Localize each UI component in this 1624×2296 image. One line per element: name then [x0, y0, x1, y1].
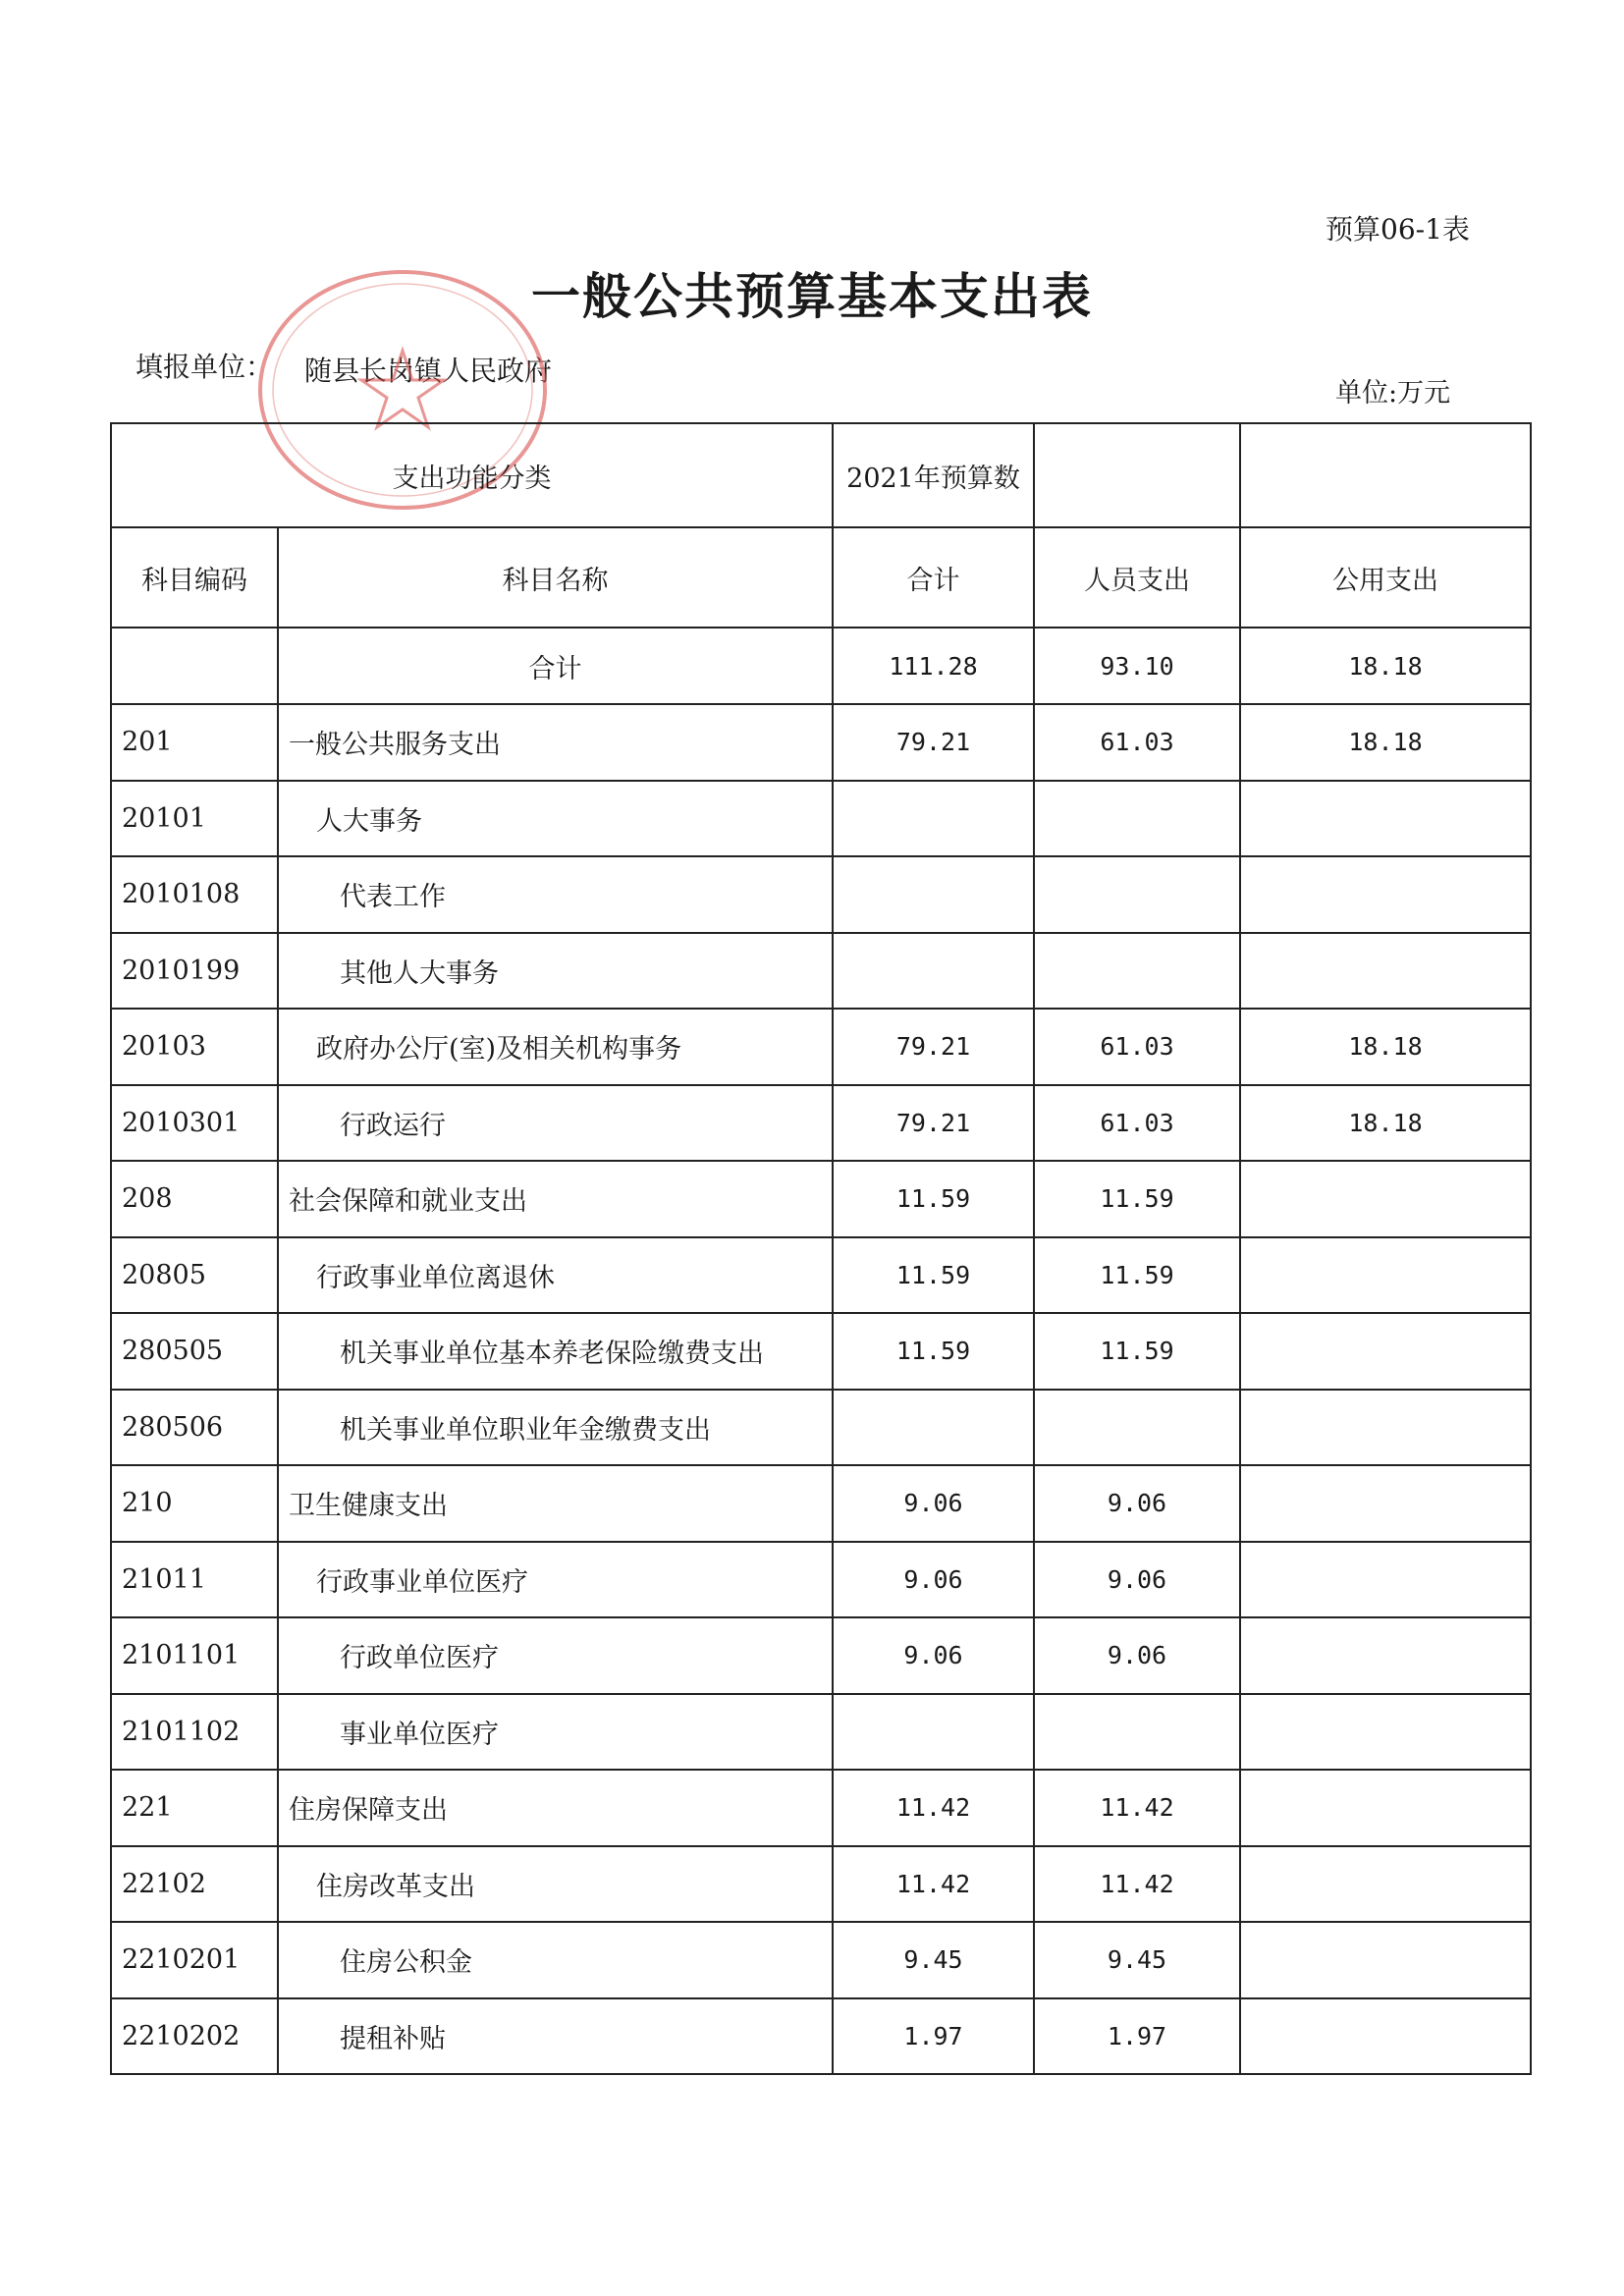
code-cell: 20805	[111, 1237, 278, 1314]
public-cell: 18.18	[1240, 1085, 1531, 1162]
code-cell: 208	[111, 1161, 278, 1237]
total-cell	[833, 933, 1034, 1010]
total-cell: 79.21	[833, 704, 1034, 781]
public-cell	[1240, 1237, 1531, 1314]
name-cell: 政府办公厅(室)及相关机构事务	[278, 1009, 833, 1085]
org-name: 随县长岗镇人民政府	[304, 355, 553, 387]
public-cell	[1240, 1465, 1531, 1542]
empty-header-cell	[1034, 423, 1240, 527]
name-cell: 行政事业单位医疗	[278, 1542, 833, 1618]
code-cell: 20101	[111, 781, 278, 857]
name-cell: 社会保障和就业支出	[278, 1161, 833, 1237]
code-cell: 2010301	[111, 1085, 278, 1162]
table-row	[111, 704, 1531, 781]
total-cell: 79.21	[833, 1009, 1034, 1085]
name-cell: 一般公共服务支出	[278, 704, 833, 781]
total-cell: 9.06	[833, 1465, 1034, 1542]
public-cell	[1240, 1390, 1531, 1466]
name-cell: 代表工作	[278, 856, 833, 933]
table-row	[111, 1617, 1531, 1694]
personnel-cell: 61.03	[1034, 1009, 1240, 1085]
personnel-cell: 9.06	[1034, 1542, 1240, 1618]
public-cell	[1240, 933, 1531, 1010]
code-cell: 21011	[111, 1542, 278, 1618]
personnel-cell	[1034, 933, 1240, 1010]
public-cell	[1240, 1617, 1531, 1694]
total-cell: 9.45	[833, 1922, 1034, 1998]
name-cell: 住房保障支出	[278, 1770, 833, 1846]
table-row	[111, 1922, 1531, 1998]
table-row	[111, 1694, 1531, 1771]
total-code-cell	[111, 628, 278, 704]
public-cell	[1240, 1846, 1531, 1923]
col-personnel-header: 人员支出	[1034, 527, 1240, 628]
table-row	[111, 1542, 1531, 1618]
total-cell	[833, 1694, 1034, 1771]
personnel-cell	[1034, 1694, 1240, 1771]
personnel-cell	[1034, 781, 1240, 857]
table-row	[111, 1465, 1531, 1542]
table-row	[111, 1846, 1531, 1923]
budget-table	[110, 422, 1532, 2075]
name-cell: 其他人大事务	[278, 933, 833, 1010]
code-cell: 2101102	[111, 1694, 278, 1771]
code-cell: 201	[111, 704, 278, 781]
code-cell: 210	[111, 1465, 278, 1542]
total-cell: 9.06	[833, 1542, 1034, 1618]
public-cell	[1240, 1313, 1531, 1390]
name-cell: 人大事务	[278, 781, 833, 857]
public-cell	[1240, 1770, 1531, 1846]
name-cell: 提租补贴	[278, 1998, 833, 2075]
total-cell	[833, 1390, 1034, 1466]
col-name-header: 科目名称	[278, 527, 833, 628]
personnel-cell: 11.59	[1034, 1161, 1240, 1237]
year-budget-header: 2021年预算数	[833, 423, 1034, 527]
total-cell: 11.42	[833, 1846, 1034, 1923]
personnel-cell: 11.59	[1034, 1313, 1240, 1390]
total-cell: 79.21	[833, 1085, 1034, 1162]
table-row	[111, 1390, 1531, 1466]
total-cell	[833, 781, 1034, 857]
total-cell: 11.59	[833, 1161, 1034, 1237]
table-row	[111, 1313, 1531, 1390]
personnel-cell: 1.97	[1034, 1998, 1240, 2075]
table-row	[111, 1998, 1531, 2075]
name-cell: 机关事业单位基本养老保险缴费支出	[278, 1313, 833, 1390]
code-cell: 22102	[111, 1846, 278, 1923]
total-cell: 11.42	[833, 1770, 1034, 1846]
personnel-cell: 61.03	[1034, 1085, 1240, 1162]
personnel-cell: 9.45	[1034, 1922, 1240, 1998]
total-personnel: 93.10	[1034, 628, 1240, 704]
personnel-cell	[1034, 1390, 1240, 1466]
name-cell: 住房改革支出	[278, 1846, 833, 1923]
table-row	[111, 1009, 1531, 1085]
header-row-category	[111, 423, 1531, 527]
personnel-cell: 9.06	[1034, 1617, 1240, 1694]
public-cell	[1240, 1998, 1531, 2075]
code-cell: 2210201	[111, 1922, 278, 1998]
total-row	[111, 628, 1531, 704]
total-cell: 11.59	[833, 1237, 1034, 1314]
total-cell: 9.06	[833, 1617, 1034, 1694]
public-cell	[1240, 1694, 1531, 1771]
personnel-cell: 61.03	[1034, 704, 1240, 781]
form-number: 预算06-1表	[1326, 213, 1470, 246]
public-cell	[1240, 781, 1531, 857]
name-cell: 行政事业单位离退休	[278, 1237, 833, 1314]
table-row	[111, 1085, 1531, 1162]
code-cell: 2101101	[111, 1617, 278, 1694]
name-cell: 行政单位医疗	[278, 1617, 833, 1694]
table-row	[111, 856, 1531, 933]
name-cell: 行政运行	[278, 1085, 833, 1162]
table-row	[111, 1770, 1531, 1846]
public-cell	[1240, 1922, 1531, 1998]
personnel-cell: 9.06	[1034, 1465, 1240, 1542]
total-cell: 11.59	[833, 1313, 1034, 1390]
name-cell: 事业单位医疗	[278, 1694, 833, 1771]
public-cell	[1240, 1161, 1531, 1237]
personnel-cell: 11.42	[1034, 1770, 1240, 1846]
total-label: 合计	[278, 628, 833, 704]
table-row	[111, 781, 1531, 857]
total-cell	[833, 856, 1034, 933]
code-cell: 280505	[111, 1313, 278, 1390]
col-public-header: 公用支出	[1240, 527, 1531, 628]
table-row	[111, 1161, 1531, 1237]
org-label: 填报单位：	[135, 351, 274, 383]
personnel-cell	[1034, 856, 1240, 933]
category-header: 支出功能分类	[111, 423, 833, 527]
page-title: 一般公共预算基本支出表	[531, 267, 1093, 325]
empty-header-cell	[1240, 423, 1531, 527]
name-cell: 住房公积金	[278, 1922, 833, 1998]
personnel-cell: 11.42	[1034, 1846, 1240, 1923]
name-cell: 机关事业单位职业年金缴费支出	[278, 1390, 833, 1466]
table-row	[111, 1237, 1531, 1314]
total-amount: 111.28	[833, 628, 1034, 704]
code-cell: 2010199	[111, 933, 278, 1010]
code-cell: 221	[111, 1770, 278, 1846]
unit-label: 单位:万元	[1335, 378, 1451, 409]
public-cell: 18.18	[1240, 1009, 1531, 1085]
code-cell: 20103	[111, 1009, 278, 1085]
header-row-columns	[111, 527, 1531, 628]
col-total-header: 合计	[833, 527, 1034, 628]
code-cell: 280506	[111, 1390, 278, 1466]
table-row	[111, 933, 1531, 1010]
public-cell	[1240, 1542, 1531, 1618]
name-cell: 卫生健康支出	[278, 1465, 833, 1542]
col-code-header: 科目编码	[111, 527, 278, 628]
code-cell: 2210202	[111, 1998, 278, 2075]
personnel-cell: 11.59	[1034, 1237, 1240, 1314]
total-public: 18.18	[1240, 628, 1531, 704]
public-cell: 18.18	[1240, 704, 1531, 781]
total-cell: 1.97	[833, 1998, 1034, 2075]
public-cell	[1240, 856, 1531, 933]
code-cell: 2010108	[111, 856, 278, 933]
